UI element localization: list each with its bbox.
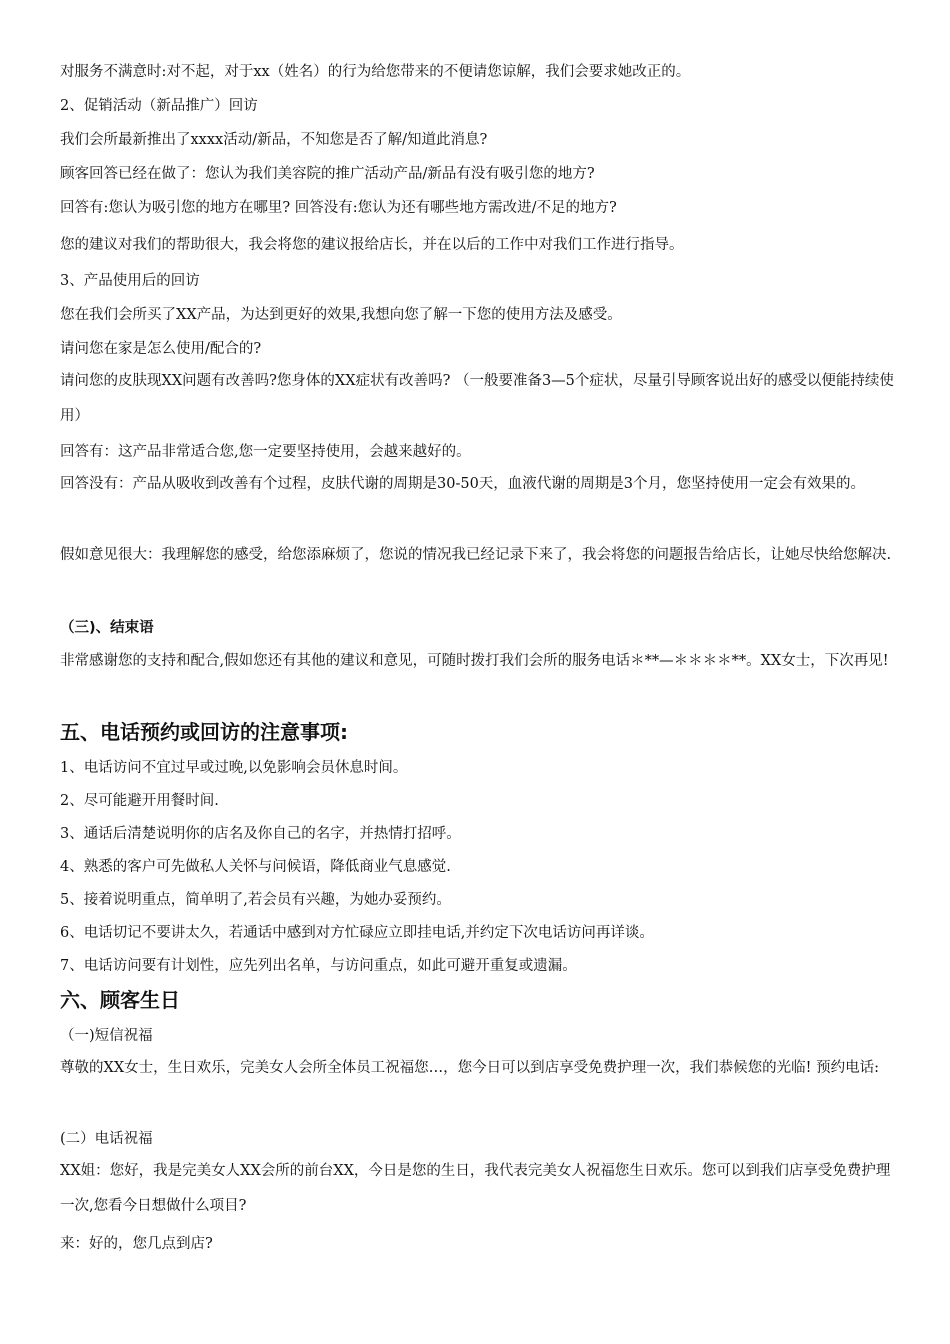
section-heading: 3、产品使用后的回访: [60, 273, 200, 289]
list-item: 5、接着说明重点，简单明了,若会员有兴趣，为她办妥预约。: [60, 892, 451, 908]
list-item: 3、通话后清楚说明你的店名及你自己的名字，并热情打招呼。: [60, 826, 461, 842]
text-line: 顾客回答已经在做了：您认为我们美容院的推广活动产品/新品有没有吸引您的地方?: [60, 166, 595, 182]
subsection-heading: (二）电话祝福: [60, 1131, 153, 1147]
chapter-heading: 五、电话预约或回访的注意事项:: [60, 720, 348, 744]
text-paragraph: 非常感谢您的支持和配合,假如您还有其他的建议和意见，可随时拨打我们会所的服务电话＊**—＊＊＊＊**。XX女士，下次再见!: [60, 653, 889, 669]
chapter-heading: 六、顾客生日: [60, 988, 180, 1012]
text-line: 对服务不满意时:对不起，对于xx（姓名）的行为给您带来的不便请您谅解，我们会要求她改正的。: [60, 64, 691, 80]
text-line: 您在我们会所买了XX产品，为达到更好的效果,我想向您了解一下您的使用方法及感受。: [60, 307, 622, 323]
subsection-heading: （三)、结束语: [60, 620, 154, 636]
text-paragraph: 回答没有：产品从吸收到改善有个过程，皮肤代谢的周期是30-50天，血液代谢的周期是3个月，您坚持使用一定会有效果的。: [60, 476, 866, 492]
list-item: 4、熟悉的客户可先做私人关怀与问候语，降低商业气息感觉.: [60, 859, 451, 875]
list-item: 2、尽可能避开用餐时间.: [60, 793, 219, 809]
list-item: 6、电话切记不要讲太久，若通话中感到对方忙碌应立即挂电话,并约定下次电话访问再详谈。: [60, 925, 654, 941]
text-paragraph: 尊敬的XX女士，生日欢乐，完美女人会所全体员工祝福您…，您今日可以到店享受免费护理一次，我们恭候您的光临! 预约电话:: [60, 1060, 879, 1076]
text-line: 您的建议对我们的帮助很大，我会将您的建议报给店长，并在以后的工作中对我们工作进行指导。: [60, 237, 684, 253]
list-item: 7、电话访问要有计划性，应先列出名单，与访问重点，如此可避开重复或遗漏。: [60, 958, 577, 974]
text-paragraph: XX姐：您好，我是完美女人XX会所的前台XX，今日是您的生日，我代表完美女人祝福您生日欢乐。您可以到我们店享受免费护理一次,您看今日想做什么项目?: [60, 1163, 891, 1214]
text-line: 请问您在家是怎么使用/配合的?: [60, 341, 262, 357]
text-paragraph: 请问您的皮肤现XX问题有改善吗?您身体的XX症状有改善吗? （一般要准备3—5个症状，尽量引导顾客说出好的感受以便能持续使用）: [60, 373, 894, 424]
text-line: 回答有：这产品非常适合您,您一定要坚持使用，会越来越好的。: [60, 444, 471, 460]
text-line: 2、促销活动（新品推广）回访: [60, 98, 258, 114]
text-line: 来：好的，您几点到店?: [60, 1236, 213, 1252]
text-line: 我们会所最新推出了xxxx活动/新品，不知您是否了解/知道此消息?: [60, 132, 488, 148]
list-item: 1、电话访问不宜过早或过晚,以免影响会员休息时间。: [60, 760, 408, 776]
text-paragraph: 假如意见很大：我理解您的感受，给您添麻烦了，您说的情况我已经记录下来了，我会将您的问题报告给店长，让她尽快给您解决.: [60, 547, 892, 563]
subsection-heading: （一)短信祝福: [60, 1028, 153, 1044]
text-line: 回答有:您认为吸引您的地方在哪里? 回答没有:您认为还有哪些地方需改进/不足的地方?: [60, 200, 617, 216]
